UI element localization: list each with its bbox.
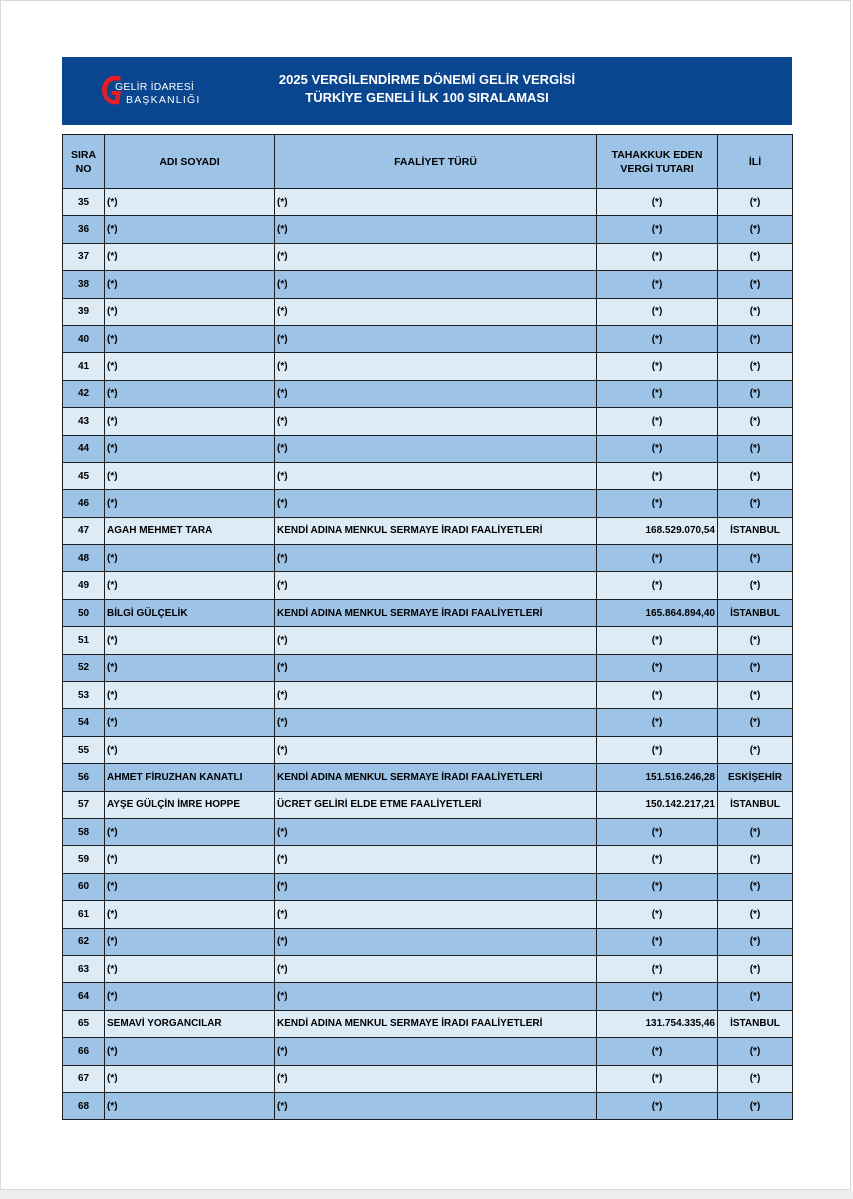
- ranking-table: [62, 134, 793, 1120]
- table-row: [63, 654, 793, 681]
- table-row: [63, 736, 793, 763]
- city-cell: (*): [718, 380, 793, 407]
- city-cell: (*): [718, 1065, 793, 1092]
- table-row: [63, 983, 793, 1010]
- activity-cell: (*): [275, 1038, 597, 1065]
- tax-amount-cell: (*): [597, 325, 718, 352]
- tax-amount-cell: 168.529.070,54: [597, 517, 718, 544]
- table-row: [63, 572, 793, 599]
- table-header-row: [63, 135, 793, 189]
- table-row: [63, 243, 793, 270]
- rank-cell: 48: [63, 545, 105, 572]
- activity-cell: (*): [275, 408, 597, 435]
- city-cell: (*): [718, 353, 793, 380]
- table-row: [63, 408, 793, 435]
- rank-cell: 61: [63, 901, 105, 928]
- activity-cell: (*): [275, 955, 597, 982]
- city-cell: (*): [718, 490, 793, 517]
- name-cell: (*): [105, 1065, 275, 1092]
- activity-cell: KENDİ ADINA MENKUL SERMAYE İRADI FAALİYETLERİ: [275, 517, 597, 544]
- report-title-line1: 2025 VERGİLENDİRME DÖNEMİ GELİR VERGİSİ: [278, 72, 576, 87]
- activity-cell: (*): [275, 572, 597, 599]
- name-cell: (*): [105, 490, 275, 517]
- city-cell: (*): [718, 1038, 793, 1065]
- tax-amount-cell: (*): [597, 928, 718, 955]
- table-row: [63, 325, 793, 352]
- activity-cell: (*): [275, 353, 597, 380]
- table-row: [63, 1010, 793, 1037]
- tax-amount-cell: (*): [597, 298, 718, 325]
- tax-amount-cell: (*): [597, 682, 718, 709]
- activity-cell: (*): [275, 709, 597, 736]
- name-cell: (*): [105, 873, 275, 900]
- name-cell: (*): [105, 572, 275, 599]
- name-cell: (*): [105, 243, 275, 270]
- activity-cell: (*): [275, 435, 597, 462]
- activity-cell: (*): [275, 271, 597, 298]
- name-cell: (*): [105, 627, 275, 654]
- activity-cell: (*): [275, 928, 597, 955]
- city-cell: (*): [718, 846, 793, 873]
- tax-amount-cell: (*): [597, 243, 718, 270]
- tax-amount-cell: (*): [597, 955, 718, 982]
- rank-cell: 40: [63, 325, 105, 352]
- table-row: [63, 545, 793, 572]
- name-cell: (*): [105, 846, 275, 873]
- rank-cell: 58: [63, 818, 105, 845]
- tax-amount-cell: (*): [597, 572, 718, 599]
- name-cell: (*): [105, 928, 275, 955]
- tax-amount-cell: (*): [597, 1038, 718, 1065]
- table-row: [63, 1092, 793, 1119]
- rank-cell: 55: [63, 736, 105, 763]
- table-row: [63, 791, 793, 818]
- city-cell: (*): [718, 955, 793, 982]
- name-cell: SEMAVİ YORGANCILAR: [105, 1010, 275, 1037]
- rank-cell: 53: [63, 682, 105, 709]
- city-cell: (*): [718, 216, 793, 243]
- city-cell: İSTANBUL: [718, 791, 793, 818]
- tax-amount-cell: (*): [597, 435, 718, 462]
- column-header-name: ADI SOYADI: [105, 135, 275, 189]
- name-cell: (*): [105, 380, 275, 407]
- rank-cell: 54: [63, 709, 105, 736]
- name-cell: (*): [105, 545, 275, 572]
- tax-amount-cell: 150.142.217,21: [597, 791, 718, 818]
- tax-amount-cell: 165.864.894,40: [597, 599, 718, 626]
- name-cell: (*): [105, 189, 275, 216]
- table-row: [63, 1038, 793, 1065]
- city-cell: İSTANBUL: [718, 517, 793, 544]
- name-cell: (*): [105, 682, 275, 709]
- tax-amount-cell: (*): [597, 627, 718, 654]
- table-row: [63, 846, 793, 873]
- activity-cell: (*): [275, 1092, 597, 1119]
- name-cell: (*): [105, 325, 275, 352]
- tax-amount-cell: (*): [597, 1065, 718, 1092]
- report-title: [212, 71, 642, 107]
- rank-cell: 68: [63, 1092, 105, 1119]
- city-cell: (*): [718, 243, 793, 270]
- city-cell: İSTANBUL: [718, 1010, 793, 1037]
- city-cell: (*): [718, 545, 793, 572]
- rank-cell: 42: [63, 380, 105, 407]
- activity-cell: (*): [275, 983, 597, 1010]
- rank-cell: 35: [63, 189, 105, 216]
- name-cell: (*): [105, 462, 275, 489]
- tax-amount-cell: (*): [597, 353, 718, 380]
- rank-cell: 45: [63, 462, 105, 489]
- activity-cell: (*): [275, 216, 597, 243]
- city-cell: (*): [718, 928, 793, 955]
- rank-cell: 52: [63, 654, 105, 681]
- rank-cell: 65: [63, 1010, 105, 1037]
- table-row: [63, 764, 793, 791]
- tax-amount-cell: (*): [597, 873, 718, 900]
- activity-cell: KENDİ ADINA MENKUL SERMAYE İRADI FAALİYETLERİ: [275, 764, 597, 791]
- name-cell: (*): [105, 271, 275, 298]
- name-cell: AHMET FİRUZHAN KANATLI: [105, 764, 275, 791]
- table-row: [63, 928, 793, 955]
- tax-amount-cell: (*): [597, 736, 718, 763]
- city-cell: (*): [718, 818, 793, 845]
- city-cell: (*): [718, 682, 793, 709]
- table-row: [63, 298, 793, 325]
- rank-cell: 60: [63, 873, 105, 900]
- tax-amount-cell: (*): [597, 818, 718, 845]
- rank-cell: 37: [63, 243, 105, 270]
- name-cell: (*): [105, 353, 275, 380]
- table-row: [63, 189, 793, 216]
- activity-cell: (*): [275, 325, 597, 352]
- tax-amount-cell: (*): [597, 846, 718, 873]
- table-row: [63, 682, 793, 709]
- city-cell: (*): [718, 435, 793, 462]
- activity-cell: (*): [275, 243, 597, 270]
- tax-amount-cell: 131.754.335,46: [597, 1010, 718, 1037]
- name-cell: (*): [105, 216, 275, 243]
- table-row: [63, 818, 793, 845]
- activity-cell: (*): [275, 901, 597, 928]
- activity-cell: ÜCRET GELİRİ ELDE ETME FAALİYETLERİ: [275, 791, 597, 818]
- activity-cell: (*): [275, 545, 597, 572]
- name-cell: (*): [105, 1092, 275, 1119]
- column-header-tax-amount: TAHAKKUK EDEN VERGİ TUTARI: [597, 135, 718, 189]
- rank-cell: 47: [63, 517, 105, 544]
- table-row: [63, 490, 793, 517]
- rank-cell: 51: [63, 627, 105, 654]
- table-row: [63, 380, 793, 407]
- table-body: [63, 189, 793, 1120]
- table-row: [63, 216, 793, 243]
- tax-amount-cell: (*): [597, 654, 718, 681]
- city-cell: (*): [718, 462, 793, 489]
- table-row: [63, 517, 793, 544]
- activity-cell: (*): [275, 462, 597, 489]
- activity-cell: (*): [275, 490, 597, 517]
- rank-cell: 36: [63, 216, 105, 243]
- column-header-activity: FAALİYET TÜRÜ: [275, 135, 597, 189]
- rank-cell: 44: [63, 435, 105, 462]
- tax-amount-cell: (*): [597, 709, 718, 736]
- activity-cell: (*): [275, 682, 597, 709]
- activity-cell: (*): [275, 1065, 597, 1092]
- rank-cell: 49: [63, 572, 105, 599]
- rank-cell: 41: [63, 353, 105, 380]
- city-cell: (*): [718, 325, 793, 352]
- activity-cell: (*): [275, 846, 597, 873]
- logo-text-line2: BAŞKANLIĞI: [126, 94, 201, 106]
- table-row: [63, 955, 793, 982]
- name-cell: (*): [105, 818, 275, 845]
- rank-cell: 66: [63, 1038, 105, 1065]
- activity-cell: (*): [275, 189, 597, 216]
- name-cell: (*): [105, 435, 275, 462]
- rank-cell: 63: [63, 955, 105, 982]
- table-row: [63, 627, 793, 654]
- rank-cell: 62: [63, 928, 105, 955]
- tax-amount-cell: (*): [597, 462, 718, 489]
- name-cell: (*): [105, 408, 275, 435]
- table-row: [63, 353, 793, 380]
- name-cell: (*): [105, 298, 275, 325]
- rank-cell: 39: [63, 298, 105, 325]
- logo-text-line1: GELİR İDARESİ: [115, 81, 195, 93]
- table-row: [63, 435, 793, 462]
- tax-amount-cell: (*): [597, 901, 718, 928]
- city-cell: (*): [718, 627, 793, 654]
- rank-cell: 56: [63, 764, 105, 791]
- city-cell: (*): [718, 189, 793, 216]
- table-row: [63, 271, 793, 298]
- tax-amount-cell: (*): [597, 216, 718, 243]
- city-cell: (*): [718, 1092, 793, 1119]
- city-cell: (*): [718, 983, 793, 1010]
- table-row: [63, 462, 793, 489]
- city-cell: (*): [718, 873, 793, 900]
- viewer-bottom-strip: [0, 1190, 853, 1199]
- rank-cell: 43: [63, 408, 105, 435]
- city-cell: (*): [718, 709, 793, 736]
- name-cell: (*): [105, 901, 275, 928]
- name-cell: (*): [105, 736, 275, 763]
- city-cell: (*): [718, 298, 793, 325]
- name-cell: BİLGİ GÜLÇELİK: [105, 599, 275, 626]
- column-header-city: İLİ: [718, 135, 793, 189]
- activity-cell: (*): [275, 873, 597, 900]
- name-cell: (*): [105, 1038, 275, 1065]
- table-row: [63, 599, 793, 626]
- city-cell: (*): [718, 901, 793, 928]
- table-row: [63, 709, 793, 736]
- name-cell: (*): [105, 955, 275, 982]
- city-cell: İSTANBUL: [718, 599, 793, 626]
- column-header-rank: SIRA NO: [63, 135, 105, 189]
- tax-amount-cell: 151.516.246,28: [597, 764, 718, 791]
- header-banner: [62, 57, 792, 125]
- tax-amount-cell: (*): [597, 983, 718, 1010]
- name-cell: AGAH MEHMET TARA: [105, 517, 275, 544]
- tax-amount-cell: (*): [597, 490, 718, 517]
- tax-amount-cell: (*): [597, 271, 718, 298]
- activity-cell: (*): [275, 818, 597, 845]
- rank-cell: 57: [63, 791, 105, 818]
- name-cell: AYŞE GÜLÇİN İMRE HOPPE: [105, 791, 275, 818]
- tax-amount-cell: (*): [597, 189, 718, 216]
- name-cell: (*): [105, 983, 275, 1010]
- table-row: [63, 1065, 793, 1092]
- activity-cell: (*): [275, 736, 597, 763]
- table-row: [63, 873, 793, 900]
- tax-amount-cell: (*): [597, 408, 718, 435]
- city-cell: (*): [718, 736, 793, 763]
- city-cell: (*): [718, 271, 793, 298]
- tax-amount-cell: (*): [597, 1092, 718, 1119]
- name-cell: (*): [105, 709, 275, 736]
- activity-cell: (*): [275, 298, 597, 325]
- rank-cell: 64: [63, 983, 105, 1010]
- rank-cell: 59: [63, 846, 105, 873]
- table-row: [63, 901, 793, 928]
- city-cell: (*): [718, 572, 793, 599]
- report-title-line2: TÜRKİYE GENELİ İLK 100 SIRALAMASI: [305, 90, 549, 105]
- rank-cell: 38: [63, 271, 105, 298]
- rank-cell: 46: [63, 490, 105, 517]
- rank-cell: 50: [63, 599, 105, 626]
- city-cell: (*): [718, 654, 793, 681]
- tax-amount-cell: (*): [597, 545, 718, 572]
- city-cell: (*): [718, 408, 793, 435]
- tax-amount-cell: (*): [597, 380, 718, 407]
- activity-cell: (*): [275, 654, 597, 681]
- activity-cell: KENDİ ADINA MENKUL SERMAYE İRADI FAALİYETLERİ: [275, 599, 597, 626]
- name-cell: (*): [105, 654, 275, 681]
- activity-cell: (*): [275, 627, 597, 654]
- city-cell: ESKİŞEHİR: [718, 764, 793, 791]
- rank-cell: 67: [63, 1065, 105, 1092]
- activity-cell: KENDİ ADINA MENKUL SERMAYE İRADI FAALİYETLERİ: [275, 1010, 597, 1037]
- activity-cell: (*): [275, 380, 597, 407]
